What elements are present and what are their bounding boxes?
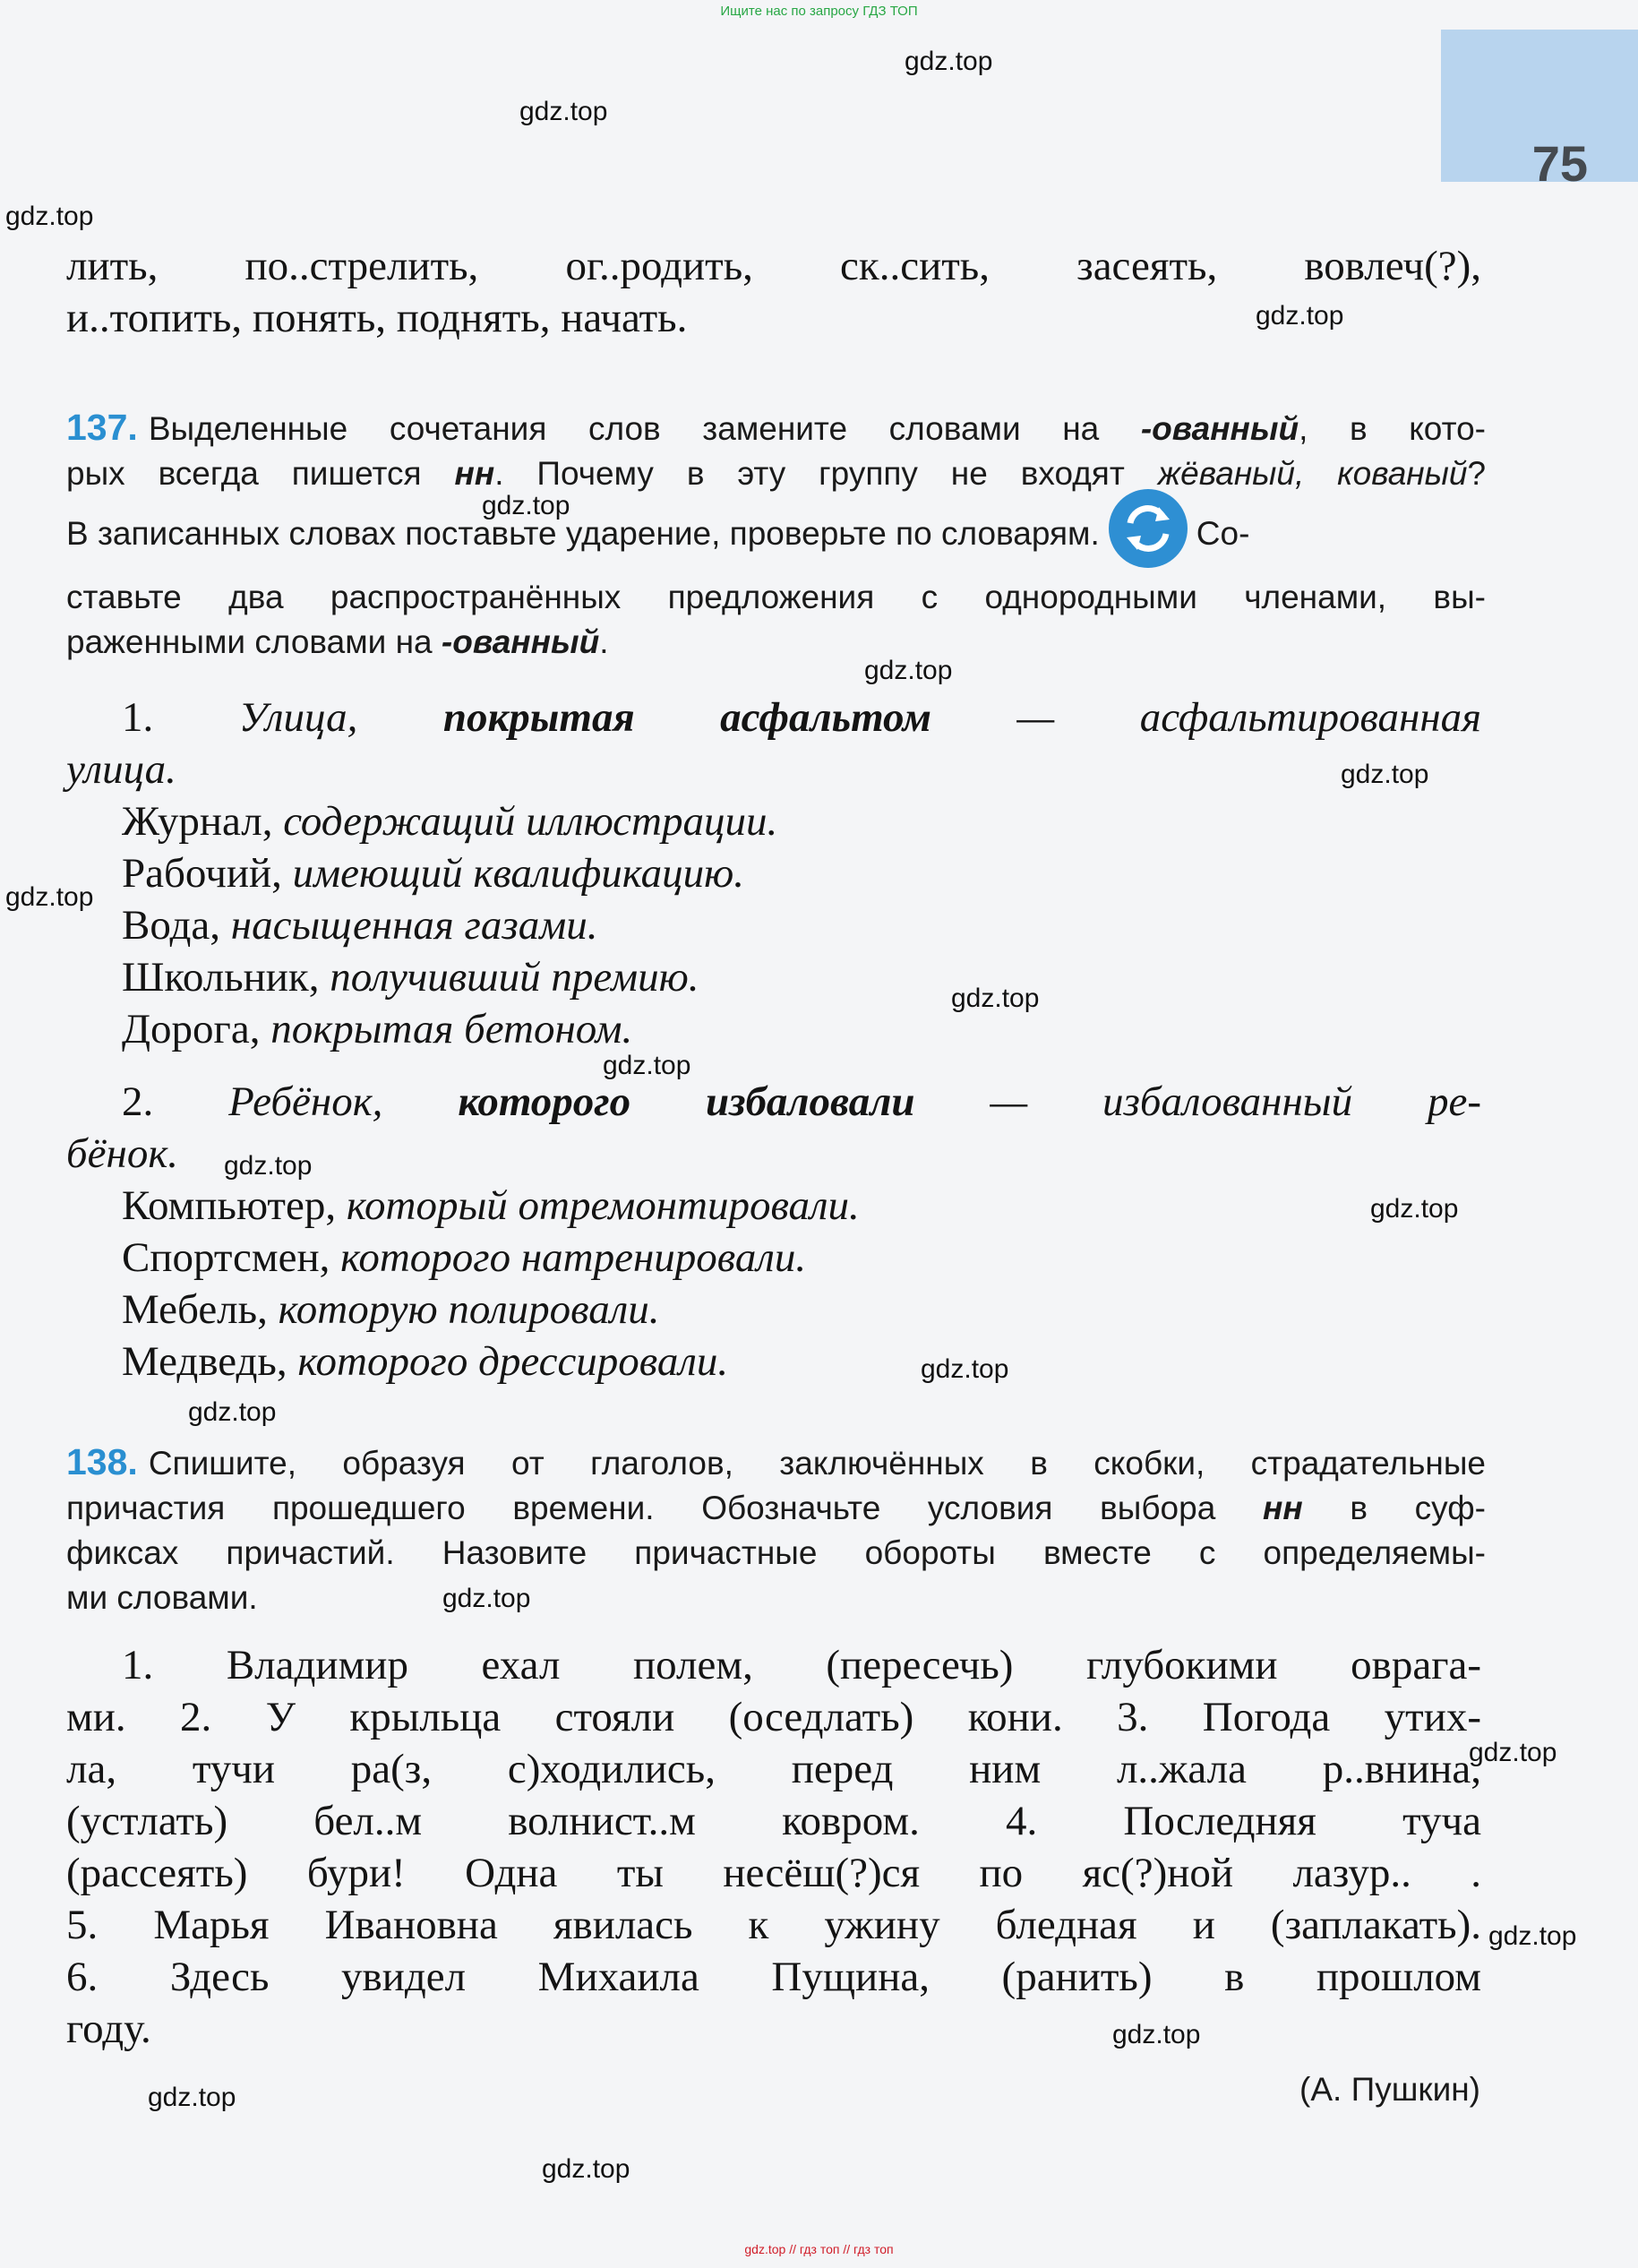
text-line: ми. 2. У крыльца стояли (оседлать) кони. 3. Погода утих- [66, 1694, 1481, 1740]
text: раженными словами на [66, 623, 433, 660]
watermark: gdz.top [519, 97, 608, 126]
text-line: году. [66, 2006, 151, 2052]
phrase: которого натренировали. [340, 1234, 807, 1281]
text-line: 6. Здесь увидел Михаила Пущина, (ранить) в прошлом [66, 1954, 1481, 2000]
text-line: лить, по..стрелить, ог..родить, ск..сить, засеять, вовлеч(?), [66, 243, 1481, 289]
text: Выделенные сочетания слов замените словами на [148, 410, 1100, 447]
item-number: 1. [122, 694, 154, 741]
text: . Почему в эту группу не входят [494, 455, 1125, 492]
phrase: имеющий квалификацию. [292, 850, 744, 897]
answer-word: — асфальтированная [1016, 694, 1482, 741]
watermark: gdz.top [1488, 1921, 1577, 1951]
letters-nn: нн [454, 455, 495, 492]
text-line: 5. Марья Ивановна явилась к ужину бледная и (заплакать). [66, 1902, 1481, 1948]
watermark: gdz.top [542, 2154, 630, 2184]
phrase: насыщенная газами. [230, 902, 598, 949]
watermark: gdz.top [603, 1051, 691, 1080]
text-line: и..топить, понять, поднять, начать. [66, 295, 688, 341]
phrase: которого дрессировали. [297, 1338, 729, 1385]
noun: Спортсмен, [122, 1234, 330, 1281]
noun: улица. [66, 746, 176, 793]
dictionary-reference-icon [1109, 489, 1188, 568]
item-number: 2. [122, 1078, 154, 1125]
phrase: покрытая бетоном. [270, 1006, 633, 1052]
text: ми словами. [66, 1579, 258, 1616]
watermark: gdz.top [188, 1397, 277, 1427]
continuation-text [66, 240, 1481, 344]
exercise-number: 137. [66, 407, 138, 448]
noun: Компьютер, [122, 1182, 337, 1229]
author-attribution: (А. Пушкин) [1299, 2071, 1480, 2108]
watermark: gdz.top [1256, 301, 1344, 331]
text: рых всегда пишется [66, 455, 422, 492]
noun: Журнал, [122, 798, 273, 845]
watermark: gdz.top [442, 1584, 531, 1613]
exercise-137-instructions [66, 405, 1486, 665]
text: . [599, 623, 609, 660]
text-line: (рассеять) бури! Одна ты несёш(?)ся по яс(?)ной лазур.. . [66, 1850, 1481, 1896]
text: ставьте два распространённых предложения с однородными членами, вы- [66, 579, 1486, 615]
noun: Мебель, [122, 1286, 268, 1333]
item-line [66, 1003, 1481, 1055]
watermark: gdz.top [921, 1354, 1009, 1384]
noun: Рабочий, [122, 850, 282, 897]
item-line [66, 1180, 1481, 1232]
exercise-137-group-1 [66, 692, 1481, 1055]
text: В записанных словах поставьте ударение, проверьте по словарям. [66, 514, 1100, 552]
text: фиксах причастий. Назовите причастные обороты вместе с определяемы- [66, 1534, 1486, 1571]
watermark: gdz.top [5, 202, 94, 231]
noun: Ребёнок, [228, 1078, 383, 1125]
highlighted-phrase: которого избаловали [458, 1078, 915, 1125]
noun: бёнок. [66, 1130, 179, 1177]
suffix: -ованный [441, 623, 600, 660]
phrase: которую полировали. [278, 1286, 660, 1333]
watermark: gdz.top [482, 491, 570, 520]
watermark: gdz.top [1341, 760, 1429, 789]
noun: Вода, [122, 902, 221, 949]
noun: Улица, [238, 694, 358, 741]
bottom-note: gdz.top // гдз топ // гдз топ [744, 2242, 894, 2256]
watermark: gdz.top [5, 882, 94, 912]
item-line [66, 1336, 1481, 1387]
text-line: (устлать) бел..м волнист..м ковром. 4. Последняя туча [66, 1798, 1481, 1844]
watermark: gdz.top [1370, 1194, 1459, 1224]
text: Спишите, образуя от глаголов, заключённых в скобки, страдательные [148, 1445, 1486, 1482]
suffix: -ованный [1140, 410, 1299, 447]
noun: Дорога, [122, 1006, 261, 1052]
text-line: 1. Владимир ехал полем, (пересечь) глубокими оврага- [122, 1642, 1481, 1688]
watermark: gdz.top [864, 656, 953, 685]
page-number: 75 [1531, 135, 1588, 192]
phrase: который отремонтировали. [346, 1182, 860, 1229]
phrase: содержащий иллюстрации. [283, 798, 778, 845]
exception-words: жёваный, кованый [1157, 455, 1468, 492]
item-line [66, 847, 1481, 899]
item-line [66, 1284, 1481, 1336]
text: , в кото- [1299, 410, 1486, 447]
text: ? [1467, 455, 1487, 492]
item-line [66, 795, 1481, 847]
item-line [66, 899, 1481, 951]
exercise-137-group-2 [66, 1076, 1481, 1387]
watermark: gdz.top [1469, 1738, 1557, 1767]
letters-nn: нн [1262, 1490, 1303, 1526]
top-note: Ищите нас по запросу ГДЗ ТОП [720, 4, 918, 19]
watermark: gdz.top [148, 2083, 236, 2112]
item-line [66, 951, 1481, 1003]
watermark: gdz.top [905, 47, 993, 76]
text: в суф- [1350, 1490, 1487, 1526]
text: Со- [1196, 514, 1250, 552]
exercise-138-text [66, 1639, 1481, 2055]
exercise-138-instructions [66, 1439, 1486, 1620]
watermark: gdz.top [951, 984, 1040, 1013]
answer-word: — избалованный ре- [990, 1078, 1482, 1125]
watermark: gdz.top [224, 1151, 313, 1181]
text: причастия прошедшего времени. Обозначьте условия выбора [66, 1490, 1216, 1526]
phrase: получивший премию. [330, 954, 699, 1001]
noun: Школьник, [122, 954, 320, 1001]
exercise-number: 138. [66, 1441, 138, 1482]
highlighted-phrase: покрытая асфальтом [442, 694, 931, 741]
item-line [66, 1232, 1481, 1284]
noun: Медведь, [122, 1338, 287, 1385]
text-line: ла, тучи ра(з, с)ходились, перед ним л..жала р..внина, [66, 1746, 1481, 1792]
watermark: gdz.top [1112, 2020, 1201, 2049]
